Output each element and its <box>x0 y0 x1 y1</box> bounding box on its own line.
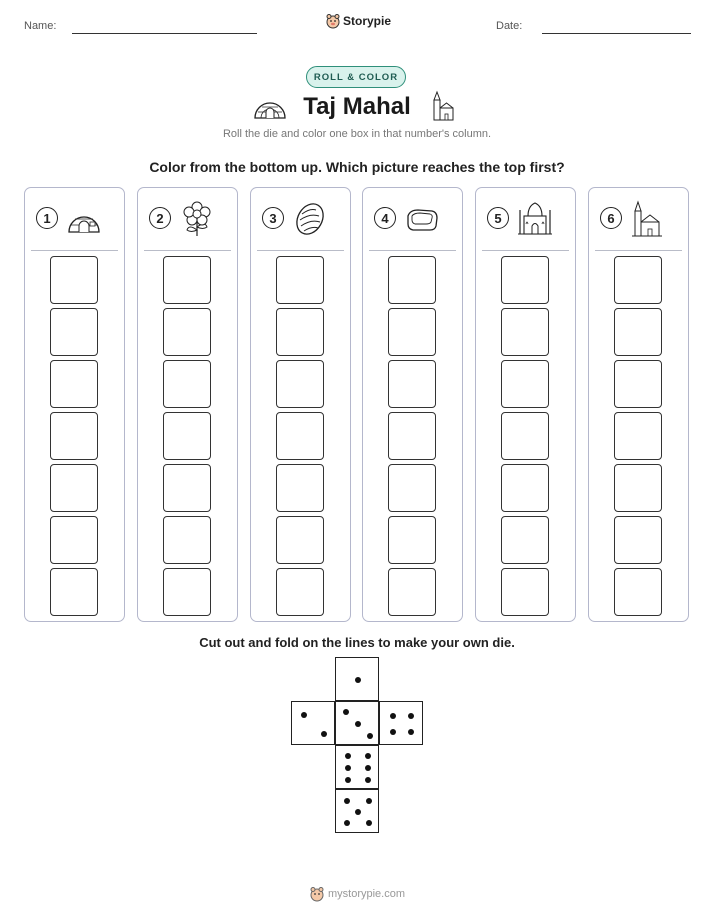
church-icon <box>630 200 666 238</box>
igloo-icon <box>66 200 102 238</box>
column-number: 2 <box>149 207 171 229</box>
die-pip <box>390 729 396 735</box>
color-box[interactable] <box>501 256 549 304</box>
date-line[interactable] <box>542 33 691 34</box>
column-2 <box>137 187 238 622</box>
color-box[interactable] <box>501 412 549 460</box>
color-box[interactable] <box>163 516 211 564</box>
color-box[interactable] <box>614 516 662 564</box>
color-box[interactable] <box>501 464 549 512</box>
die-pip <box>355 809 361 815</box>
color-box[interactable] <box>50 308 98 356</box>
die-pip <box>365 753 371 759</box>
color-box[interactable] <box>50 412 98 460</box>
column-number: 3 <box>262 207 284 229</box>
color-box[interactable] <box>388 568 436 616</box>
color-box[interactable] <box>50 360 98 408</box>
column-number: 1 <box>36 207 58 229</box>
color-box[interactable] <box>163 308 211 356</box>
color-box[interactable] <box>50 256 98 304</box>
color-box[interactable] <box>276 360 324 408</box>
color-box[interactable] <box>276 308 324 356</box>
column-divider <box>31 250 118 251</box>
die-pip <box>408 729 414 735</box>
color-box[interactable] <box>388 516 436 564</box>
column-number: 5 <box>487 207 509 229</box>
die-pip <box>390 713 396 719</box>
footer-url: mystorypie.com <box>328 888 406 900</box>
column-divider <box>257 250 344 251</box>
color-box[interactable] <box>276 412 324 460</box>
taj-mahal-icon <box>517 200 553 238</box>
die-pip <box>365 777 371 783</box>
die-pip <box>344 820 350 826</box>
color-box[interactable] <box>501 568 549 616</box>
color-box[interactable] <box>50 516 98 564</box>
die-pip <box>408 713 414 719</box>
color-box[interactable] <box>276 516 324 564</box>
die-pip <box>344 798 350 804</box>
color-box[interactable] <box>501 360 549 408</box>
color-box[interactable] <box>614 256 662 304</box>
brand-name: Storypie <box>343 14 392 28</box>
subtitle: Roll the die and color one box in that number's column. <box>222 128 492 140</box>
die-face-1 <box>335 657 379 701</box>
color-box[interactable] <box>388 464 436 512</box>
column-6 <box>588 187 689 622</box>
color-box[interactable] <box>388 412 436 460</box>
footer <box>310 886 405 902</box>
brand-logo <box>326 13 391 29</box>
stone-icon <box>292 200 328 238</box>
color-box[interactable] <box>388 256 436 304</box>
color-box[interactable] <box>276 464 324 512</box>
date-label: Date: <box>496 20 523 32</box>
die-pip <box>345 777 351 783</box>
name-line[interactable] <box>72 33 257 34</box>
die-pip <box>365 765 371 771</box>
die-pip <box>301 712 307 718</box>
color-box[interactable] <box>50 464 98 512</box>
page-title: Taj Mahal <box>303 93 411 120</box>
die-pip <box>366 798 372 804</box>
column-4 <box>362 187 463 622</box>
color-box[interactable] <box>614 412 662 460</box>
color-box[interactable] <box>614 308 662 356</box>
color-box[interactable] <box>163 412 211 460</box>
color-box[interactable] <box>614 464 662 512</box>
die-pip <box>355 721 361 727</box>
activity-badge: ROLL & COLOR <box>306 66 406 88</box>
column-1 <box>24 187 125 622</box>
color-box[interactable] <box>388 360 436 408</box>
column-divider <box>369 250 456 251</box>
column-divider <box>144 250 231 251</box>
color-box[interactable] <box>276 568 324 616</box>
color-box[interactable] <box>163 360 211 408</box>
color-box[interactable] <box>163 464 211 512</box>
cut-instruction: Cut out and fold on the lines to make your own die. <box>199 635 515 650</box>
color-box[interactable] <box>501 516 549 564</box>
column-5 <box>475 187 576 622</box>
die-face-5 <box>335 789 379 833</box>
die-pip <box>367 733 373 739</box>
column-number: 4 <box>374 207 396 229</box>
church-icon <box>432 90 456 122</box>
die-face-6 <box>335 745 379 789</box>
storypie-mascot-icon <box>326 13 340 29</box>
column-divider <box>595 250 682 251</box>
storypie-mascot-icon <box>310 886 324 902</box>
die-pip <box>321 731 327 737</box>
color-box[interactable] <box>501 308 549 356</box>
name-label: Name: <box>24 20 57 32</box>
column-number: 6 <box>600 207 622 229</box>
die-pip <box>366 820 372 826</box>
die-pip <box>343 709 349 715</box>
die-face-3 <box>335 701 379 745</box>
die-face-2 <box>291 701 335 745</box>
die-pip <box>345 765 351 771</box>
color-box[interactable] <box>614 568 662 616</box>
instruction: Color from the bottom up. Which picture reaches the top first? <box>149 159 565 175</box>
die-face-4 <box>379 701 423 745</box>
ice-cube-icon <box>404 200 440 238</box>
column-divider <box>482 250 569 251</box>
color-box[interactable] <box>163 568 211 616</box>
color-box[interactable] <box>163 256 211 304</box>
flower-icon <box>179 200 215 238</box>
column-3 <box>250 187 351 622</box>
color-box[interactable] <box>388 308 436 356</box>
die-pip <box>345 753 351 759</box>
color-box[interactable] <box>614 360 662 408</box>
color-box[interactable] <box>50 568 98 616</box>
color-box[interactable] <box>276 256 324 304</box>
die-pip <box>355 677 361 683</box>
